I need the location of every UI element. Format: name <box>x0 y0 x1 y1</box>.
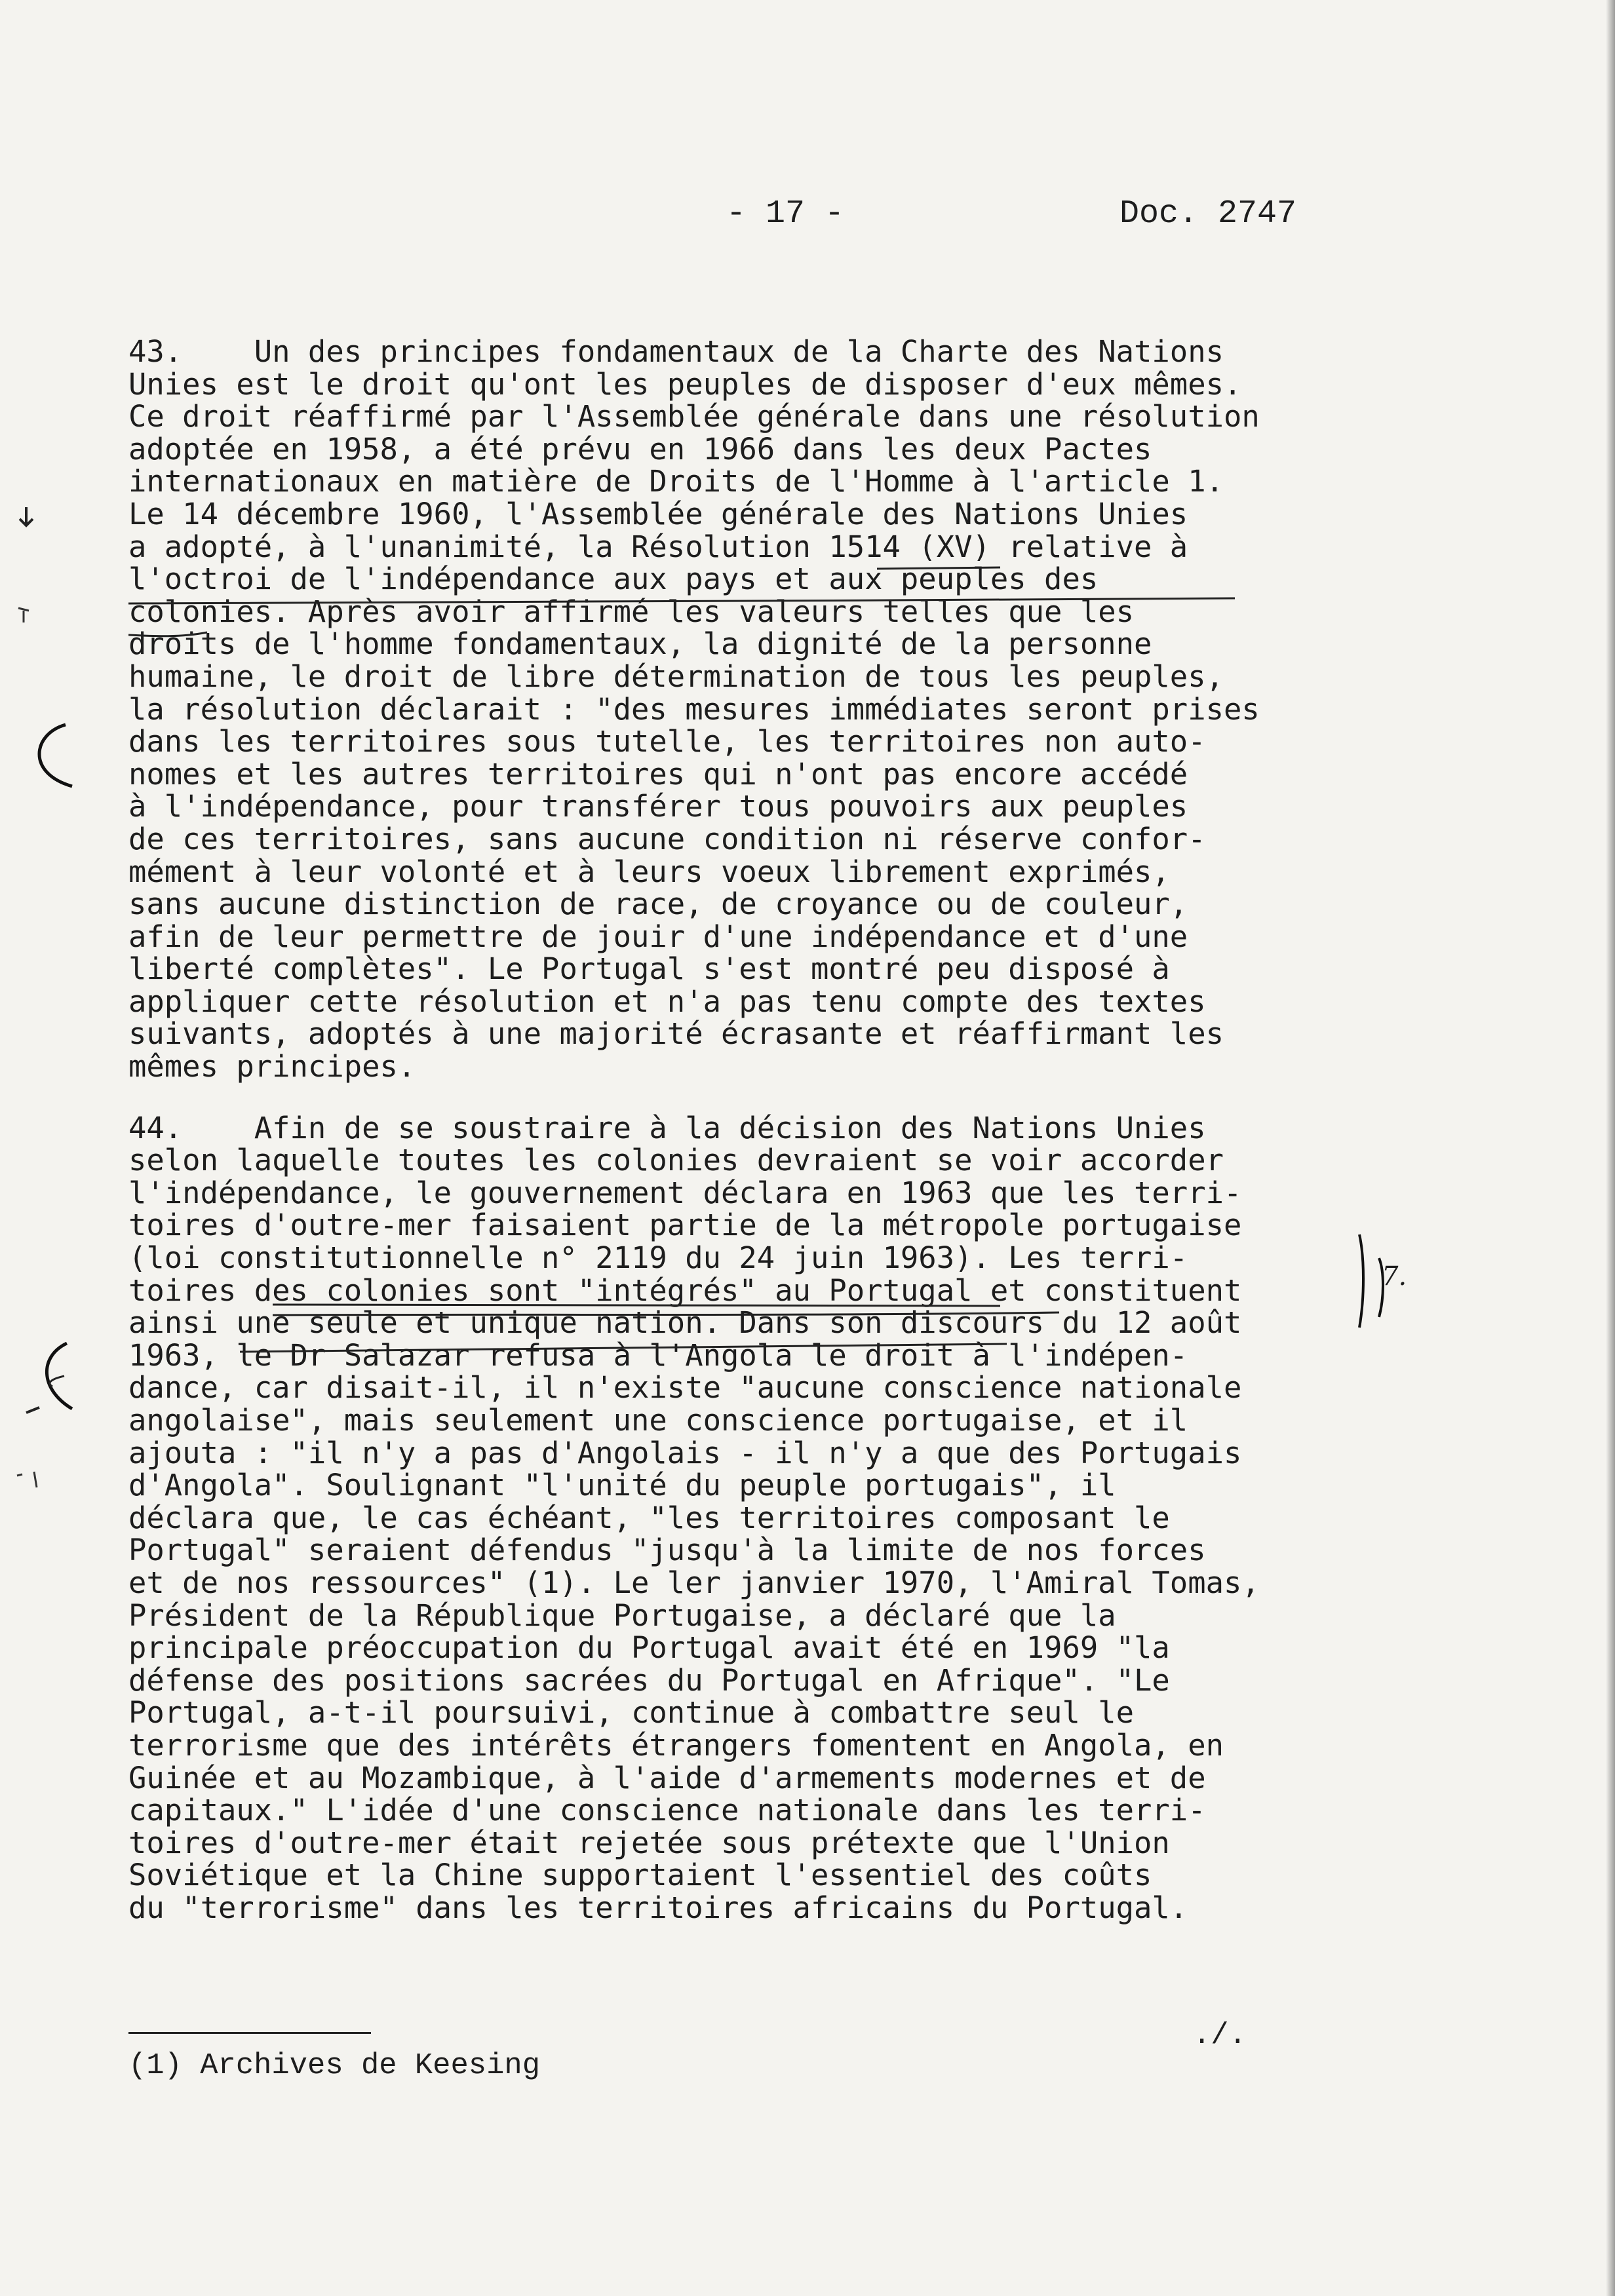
text-line: liberté complètes". Le Portugal s'est montré peu disposé à <box>128 951 1170 987</box>
page-number: - 17 - <box>726 195 845 233</box>
footnote: (1) Archives de Keesing <box>128 2048 541 2082</box>
text-line: 1963, le Dr Salazar refusa à l'Angola le droit à l'indépen- <box>128 1337 1188 1373</box>
text-line: Président de la République Portugaise, a déclaré que la <box>128 1598 1116 1633</box>
text-line: Portugal, a-t-il poursuivi, continue à combattre seul le <box>128 1695 1135 1731</box>
text-line: Le 14 décembre 1960, l'Assemblée générale des Nations Unies <box>128 496 1188 531</box>
text-line: colonies. Après avoir affirmé les valeurs telles que les <box>128 594 1135 629</box>
text-line: afin de leur permettre de jouir d'une indépendance et d'une <box>128 919 1188 954</box>
text-line: angolaise", mais seulement une conscience portugaise, et il <box>128 1403 1188 1438</box>
text-line: mêmes principes. <box>128 1049 416 1084</box>
text-line: 43. Un des principes fondamentaux de la Charte des Nations <box>128 334 1224 369</box>
paragraph-44 <box>128 1112 1387 1924</box>
text-line: Unies est le droit qu'ont les peuples de disposer d'eux mêmes. <box>128 366 1242 402</box>
text-line: terrorisme que des intérêts étrangers fomentent en Angola, en <box>128 1727 1224 1763</box>
document-reference: Doc. 2747 <box>1119 195 1297 233</box>
right-margin-note: 7. <box>1382 1261 1407 1292</box>
text-line: toires d'outre-mer faisaient partie de la métropole portugaise <box>128 1208 1242 1243</box>
margin-tick-mark <box>14 603 34 629</box>
text-line: d'Angola". Soulignant "l'unité du peuple portugais", il <box>128 1468 1116 1503</box>
text-line: dance, car disait-il, il n'existe "aucune conscience nationale <box>128 1370 1242 1406</box>
text-line: et de nos ressources" (1). Le ler janvier 1970, l'Amiral Tomas, <box>128 1565 1260 1600</box>
text-line: mément à leur volonté et à leurs voeux librement exprimés, <box>128 854 1170 889</box>
text-line: capitaux." L'idée d'une conscience nationale dans les terri- <box>128 1793 1206 1828</box>
text-line: l'indépendance, le gouvernement déclara en 1963 que les terri- <box>128 1175 1242 1210</box>
text-line: adoptée en 1958, a été prévu en 1966 dans les deux Pactes <box>128 431 1152 467</box>
text-line: Guinée et au Mozambique, à l'aide d'armements modernes et de <box>128 1760 1206 1795</box>
paragraph-43 <box>128 335 1387 1083</box>
footnote-divider <box>128 2032 371 2034</box>
text-line: l'octroi de l'indépendance aux pays et aux peuples des <box>128 562 1099 597</box>
text-line: défense des positions sacrées du Portugal en Afrique". "Le <box>128 1662 1170 1698</box>
text-line: ainsi une seule et unique nation. Dans son discours du 12 août <box>128 1305 1242 1341</box>
scan-edge-shadow <box>1606 0 1615 2296</box>
text-line: Portugal" seraient défendus "jusqu'à la limite de nos forces <box>128 1533 1206 1568</box>
text-line: internationaux en matière de Droits de l'Homme à l'article 1. <box>128 464 1224 499</box>
text-line: 44. Afin de se soustraire à la décision des Nations Unies <box>128 1110 1206 1145</box>
text-line: la résolution déclarait : "des mesures immédiates seront prises <box>128 691 1260 727</box>
text-line: (loi constitutionnelle n° 2119 du 24 juin 1963). Les terri- <box>128 1240 1188 1276</box>
text-line: de ces territoires, sans aucune condition ni réserve confor- <box>128 821 1206 856</box>
text-line: toires des colonies sont "intégrés" au Portugal et constituent <box>128 1272 1242 1308</box>
text-line: nomes et les autres territoires qui n'ont pas encore accédé <box>128 756 1188 792</box>
text-line: dans les territoires sous tutelle, les territoires non auto- <box>128 724 1206 759</box>
text-line: a adopté, à l'unanimité, la Résolution 1514 (XV) relative à <box>128 529 1188 564</box>
text-line: à l'indépendance, pour transférer tous pouvoirs aux peuples <box>128 789 1188 824</box>
text-line: selon laquelle toutes les colonies devraient se voir accorder <box>128 1143 1224 1178</box>
text-line: ajouta : "il n'y a pas d'Angolais - il n'y a que des Portugais <box>128 1435 1242 1470</box>
handwritten-strikeout-para44 <box>128 1301 1308 1379</box>
continuation-mark: ./. <box>1193 2018 1247 2052</box>
margin-bracket-mark-2 <box>13 1337 85 1422</box>
margin-bracket-mark <box>20 721 79 793</box>
text-line: appliquer cette résolution et n'a pas tenu compte des textes <box>128 984 1206 1019</box>
margin-arrow-mark <box>13 505 39 531</box>
text-line: sans aucune distinction de race, de croyance ou de couleur, <box>128 887 1188 922</box>
text-line: toires d'outre-mer était rejetée sous prétexte que l'Union <box>128 1825 1170 1860</box>
margin-dash-mark <box>14 1468 47 1494</box>
text-line: du "terrorisme" dans les territoires africains du Portugal. <box>128 1890 1188 1925</box>
text-line: Ce droit réaffirmé par l'Assemblée générale dans une résolution <box>128 399 1260 434</box>
text-line: humaine, le droit de libre détermination de tous les peuples, <box>128 659 1224 694</box>
text-line: déclara que, le cas échéant, "les territoires composant le <box>128 1500 1170 1535</box>
text-line: principale préoccupation du Portugal avait été en 1969 "la <box>128 1630 1170 1666</box>
handwritten-underline-para43 <box>128 554 1308 652</box>
text-line: droits de l'homme fondamentaux, la dignité de la personne <box>128 626 1152 662</box>
text-line: Soviétique et la Chine supportaient l'essentiel des coûts <box>128 1858 1152 1893</box>
text-line: suivants, adoptés à une majorité écrasante et réaffirmant les <box>128 1016 1224 1052</box>
